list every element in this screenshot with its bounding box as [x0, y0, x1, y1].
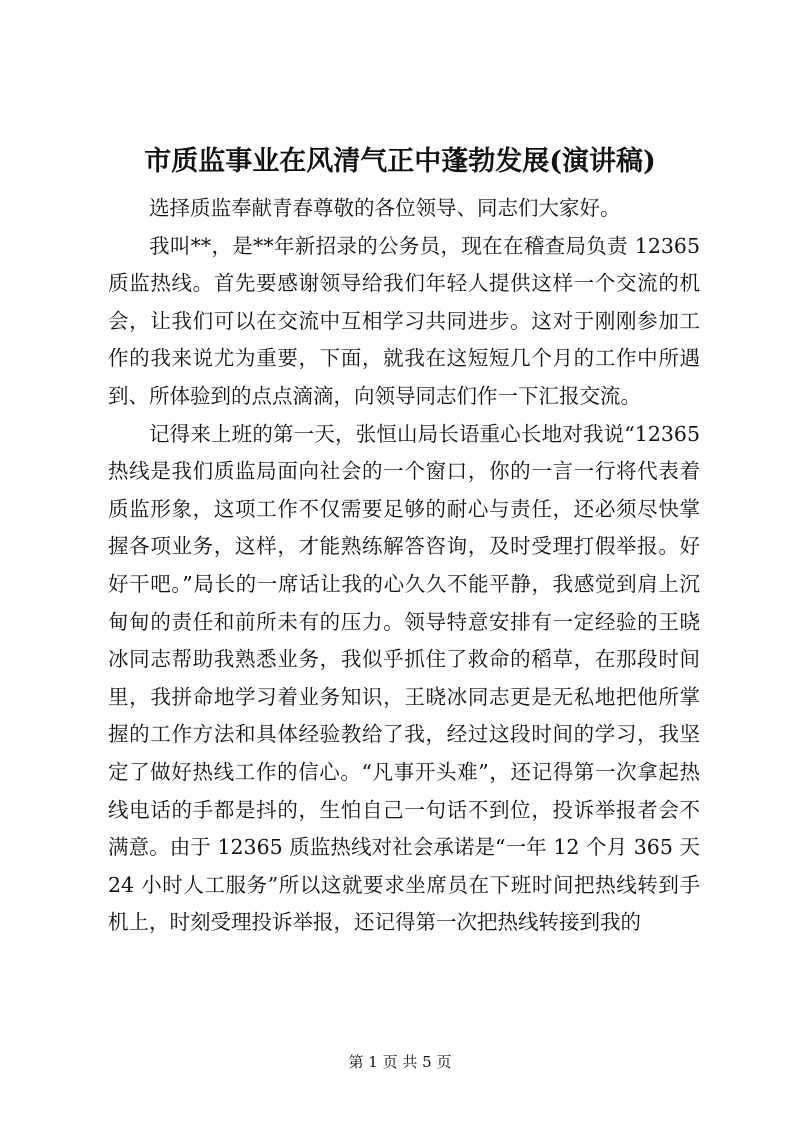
paragraph-first-day: 记得来上班的第一天，张恒山局长语重心长地对我说“12365 热线是我们质监局面向社会的一个窗口，你的一言一行将代表着质监形象，这项工作不仅需要足够的耐心与责任，还必须尽快掌握各项业务，这样，才能熟练解答咨询，及时受理打假举报。好好干吧。”局长的一席话让我的心久久不能平静，我感觉到肩上沉甸甸的责任和前所未有的压力。领导特意安排有一定经验的王晓冰同志帮助我熟悉业务，我似乎抓住了救命的稻草，在那段时间里，我拼命地学习着业务知识，王晓冰同志更是无私地把他所掌握的工作方法和具体经验教给了我，经过这段时间的学习，我坚定了做好热线工作的信心。“凡事开头难”，还记得第一次拿起热线电话的手都是抖的，生怕自己一句话不到位，投诉举报者会不满意。由于 12365 质监热线对社会承诺是“一年 12 个月 365 天 24 小时人工服务”所以这就要求坐席员在下班时间把热线转到手机上，时刻受理投诉举报，还记得第一次把热线转接到我的 — [108, 421, 700, 935]
page-footer: 第 1 页 共 5 页 — [348, 1053, 452, 1071]
paragraph-introduction: 我叫**，是**年新招录的公务员，现在在稽查局负责 12365 质监热线。首先要感谢领导给我们年轻人提供这样一个交流的机会，让我们可以在交流中互相学习共同进步。这对于刚刚参加工作的我来说尤为重要，下面，就我在这短短几个月的工作中所遇到、所体验到的点点滴滴，向领导同志们作一下汇报交流。 — [108, 233, 700, 408]
document-title: 市质监事业在风清气正中蓬勃发展(演讲稿) — [144, 146, 656, 177]
document-body — [108, 190, 700, 942]
paragraph-greeting: 选择质监奉献青春尊敬的各位领导、同志们大家好。 — [149, 196, 621, 220]
